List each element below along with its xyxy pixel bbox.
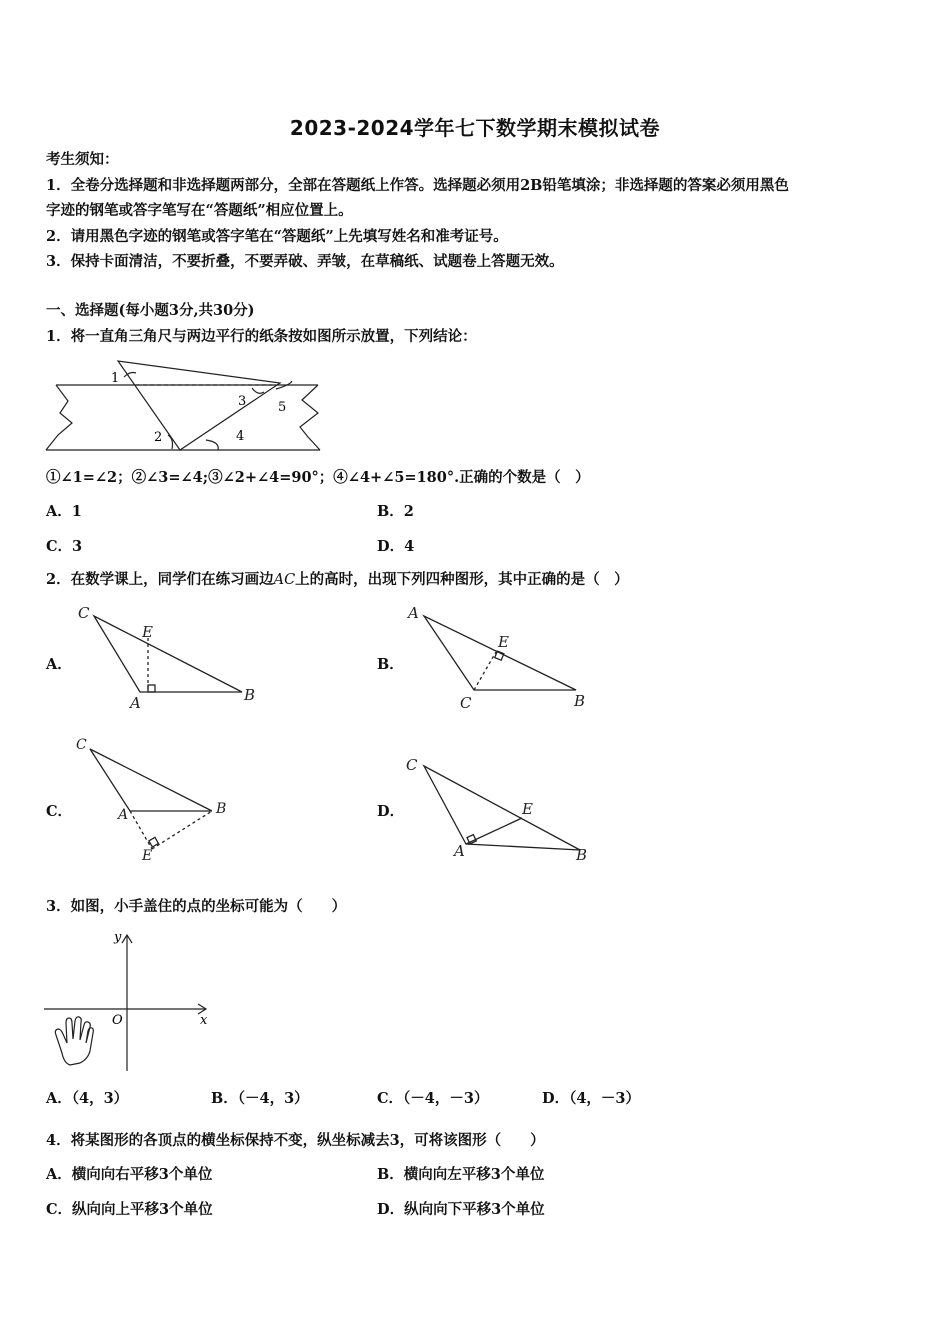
fig-d-label-e: E [522,800,533,818]
q1-option-d[interactable]: D．4 [377,538,415,555]
q2-option-d[interactable]: D． [377,803,405,820]
notice-item-1-line-1: 1．全卷分选择题和非选择题两部分，全部在答题纸上作答。选择题必须用2B铅笔填涂；非选择题的答案必须用黑色 [46,177,789,194]
fig-b-label-c: C [460,694,472,712]
angle-label-3: 3 [238,394,247,409]
angle-label-4: 4 [236,429,245,444]
q3-coordinate-figure [40,925,220,1075]
q3-option-d[interactable]: D．（4，－3） [542,1090,641,1107]
q2-figure-c [70,735,270,870]
q2-option-a[interactable]: A． [46,656,72,673]
fig-b-label-b: B [574,692,586,710]
notice-heading: 考生须知： [46,151,119,168]
triangle-ruler [118,361,280,450]
q1-figure [40,355,330,460]
fig-d-label-c: C [406,756,418,774]
angle-label-2: 2 [154,430,163,445]
fig-a-label-c: C [78,604,90,622]
notice-item-2: 2．请用黑色字迹的钢笔或答字笔在“答题纸”上先填写姓名和准考证号。 [46,228,508,245]
fig-d-label-b: B [576,846,588,864]
fig-a-label-a: A [130,694,141,712]
q4-option-b[interactable]: B．横向向左平移3个单位 [377,1166,545,1183]
q4-option-a[interactable]: A．横向向右平移3个单位 [46,1166,213,1183]
q2-stem-variable: AC [273,572,296,588]
strip-left-tear [46,385,72,450]
fig-c-label-a: A [118,807,129,823]
section-heading: 一、选择题(每小题3分,共30分) [46,302,255,319]
q3-option-c[interactable]: C．（－4，－3） [377,1090,489,1107]
page-title: 2023-2024学年七下数学期末模拟试卷 [289,116,661,140]
axis-y-label: y [114,930,122,945]
q4-option-d[interactable]: D．纵向向下平移3个单位 [377,1201,545,1218]
q2-stem-before: 2．在数学课上，同学们在练习画边 [46,571,274,588]
angle-label-5: 5 [278,400,287,415]
q1-option-b[interactable]: B．2 [377,503,414,520]
fig-b-label-a: A [408,604,419,622]
angle-2-arc [168,435,173,449]
fig-d-label-a: A [454,842,465,860]
hand-icon [55,1017,93,1065]
notice-item-1-line-2: 字迹的钢笔或答字笔写在“答题纸”相应位置上。 [46,202,353,219]
q4-option-c[interactable]: C．纵向向上平移3个单位 [46,1201,213,1218]
q2-stem [46,570,629,590]
q1-conclusions: ①∠1=∠2；②∠3=∠4;③∠2+∠4=90°；④∠4+∠5=180°.正确的个数是（ ） [46,469,590,486]
angle-3-arc [252,388,264,393]
fig-b-label-e: E [498,633,509,651]
q3-stem: 3．如图，小手盖住的点的坐标可能为（ ） [46,898,347,915]
notice-item-3: 3．保持卡面清洁，不要折叠，不要弄破、弄皱，在草稿纸、试题卷上答题无效。 [46,253,564,270]
q1-option-c[interactable]: C．3 [46,538,83,555]
q2-stem-after: 上的高时，出现下列四种图形，其中正确的是（ ） [295,571,629,588]
angle-4-arc [206,440,218,450]
q2-option-b[interactable]: B． [377,656,404,673]
angle-label-1: 1 [111,371,120,386]
axis-x-label: x [200,1013,208,1028]
fig-c-label-e: E [142,848,153,864]
q3-option-a[interactable]: A．（4，3） [46,1090,129,1107]
q2-option-c[interactable]: C． [46,803,73,820]
fig-a-label-e: E [142,623,153,641]
strip-right-tear [300,385,320,450]
origin-label: O [112,1013,123,1028]
fig-a-label-b: B [244,686,256,704]
fig-c-label-c: C [76,737,87,753]
q1-option-a[interactable]: A．1 [46,503,82,520]
q3-option-b[interactable]: B．（－4，3） [211,1090,309,1107]
q2-figure-d [400,750,600,865]
fig-c-label-b: B [216,801,227,817]
q2-figure-b [400,600,600,715]
q4-stem: 4．将某图形的各顶点的横坐标保持不变，纵坐标减去3，可将该图形（ ） [46,1132,545,1149]
q1-stem: 1．将一直角三角尺与两边平行的纸条按如图所示放置，下列结论： [46,328,477,345]
q2-figure-a [70,600,270,715]
